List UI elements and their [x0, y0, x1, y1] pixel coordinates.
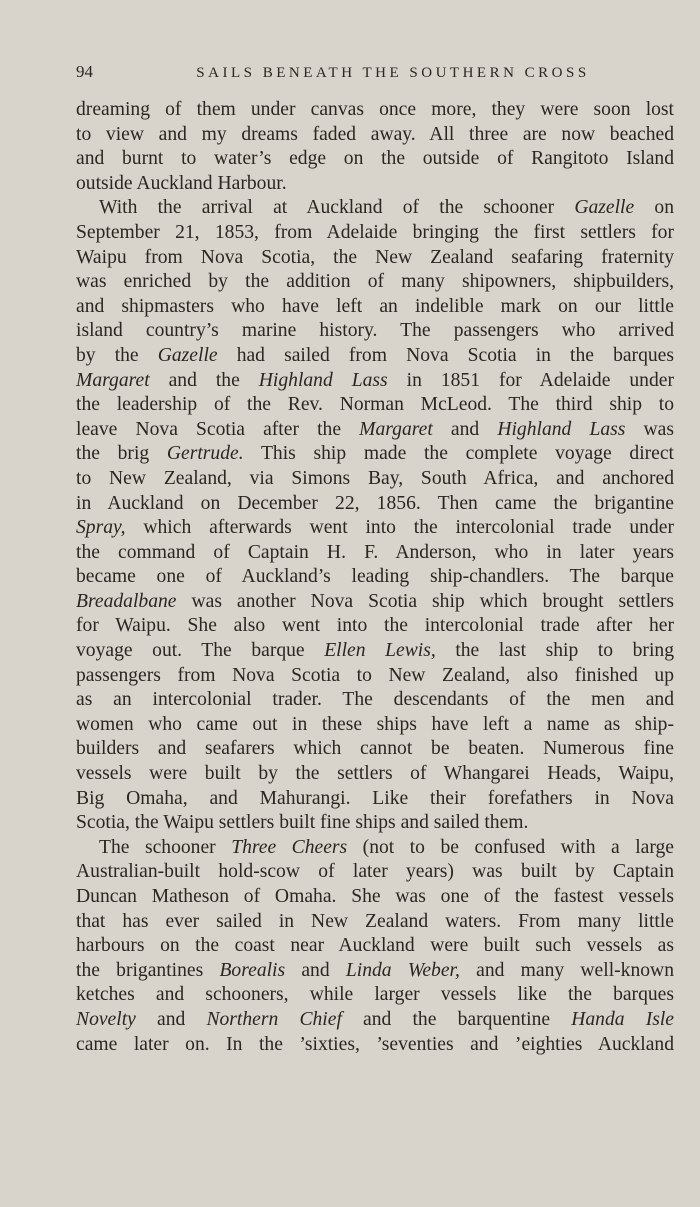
- text-run: builders and seafarers which cannot be beaten. Numerous fine: [76, 738, 674, 760]
- text-line: [76, 688, 674, 713]
- text-run: that has ever sailed in New Zealand waters. From many little: [76, 910, 674, 932]
- text-run: Australian-built hold-scow of later years) was built by Captain: [76, 861, 674, 883]
- text-run: (not to be confused with a large: [347, 836, 674, 858]
- text-line: [76, 983, 674, 1008]
- text-line: [76, 270, 674, 295]
- text-run: and shipmasters who have left an indelible mark on our little: [76, 295, 674, 317]
- text-line: [76, 713, 674, 738]
- text-run: Big Omaha, and Mahurangi. Like their forefathers in Nova: [76, 787, 674, 809]
- text-line: [76, 910, 674, 935]
- page-number: 94: [76, 62, 93, 81]
- italic-ship-name: Highland Lass: [497, 418, 626, 440]
- text-run: as an intercolonial trader. The descendants of the men and: [76, 689, 674, 711]
- text-line: [76, 762, 674, 787]
- text-run: and: [432, 418, 498, 440]
- text-run: women who came out in these ships have left a name as ship-: [76, 713, 674, 735]
- text-run: in Auckland on December 22, 1856. Then came the brigantine: [76, 492, 674, 514]
- text-run: and: [285, 959, 346, 981]
- text-line: [76, 246, 674, 271]
- text-line: [76, 467, 674, 492]
- italic-ship-name: Northern Chief: [206, 1008, 342, 1030]
- text-run: Scotia, the Waipu settlers built fine ships and sailed them.: [76, 812, 529, 834]
- text-line: [76, 959, 674, 984]
- text-run: Duncan Matheson of Omaha. She was one of the fastest vessels: [76, 886, 674, 907]
- text-run: to New Zealand, via Simons Bay, South Africa, and anchored: [76, 467, 674, 489]
- italic-ship-name: Linda Weber,: [345, 959, 460, 981]
- text-run: the brig: [76, 443, 167, 465]
- text-run: dreaming of them under canvas once more, they were soon lost: [76, 99, 674, 120]
- text-line: [76, 98, 674, 123]
- text-run: came later on. In the ’sixties, ’seventies and ’eighties Auckland: [76, 1033, 674, 1055]
- text-run: With the arrival at Auckland of the schooner: [99, 197, 575, 219]
- text-line: [76, 541, 674, 566]
- text-line: [76, 565, 674, 590]
- running-header: [76, 62, 648, 82]
- text-line: [76, 934, 674, 959]
- text-line: [76, 787, 674, 812]
- text-run: was another Nova Scotia ship which brought settlers: [176, 590, 674, 612]
- text-run: to view and my dreams faded away. All three are now beached: [76, 123, 674, 145]
- text-line: [76, 885, 674, 910]
- text-line: [76, 369, 674, 394]
- text-run: voyage out. The barque: [76, 640, 325, 662]
- text-run: had sailed from Nova Scotia in the barques: [217, 344, 675, 366]
- text-run: and the barquentine: [341, 1008, 572, 1030]
- text-line: [76, 1033, 674, 1058]
- text-run: was enriched by the addition of many shipowners, shipbuilders,: [76, 271, 674, 293]
- running-title: SAILS BENEATH THE SOUTHERN CROSS: [196, 65, 590, 81]
- text-run: on: [634, 197, 674, 219]
- text-line: [76, 614, 674, 639]
- italic-ship-name: Borealis: [219, 959, 286, 981]
- text-line: [76, 836, 674, 861]
- italic-ship-name: Three Cheers: [231, 836, 348, 858]
- text-line: [76, 737, 674, 762]
- text-line: [76, 123, 674, 148]
- italic-ship-name: Handa Isle: [571, 1008, 674, 1030]
- text-run: island country’s marine history. The passengers who arrived: [76, 320, 674, 342]
- text-line: [76, 590, 674, 615]
- text-line: [76, 860, 674, 885]
- text-line: [76, 418, 674, 443]
- text-run: and burnt to water’s edge on the outside of Rangitoto Island: [76, 148, 674, 170]
- italic-ship-name: Margaret: [76, 369, 150, 391]
- text-run: and: [135, 1008, 207, 1030]
- text-line: [76, 393, 674, 418]
- text-line: [76, 295, 674, 320]
- italic-ship-name: Novelty: [76, 1008, 136, 1030]
- text-line: [76, 196, 674, 221]
- text-run: vessels were built by the settlers of Whangarei Heads, Waipu,: [76, 763, 674, 785]
- italic-ship-name: Ellen Lewis,: [324, 640, 436, 662]
- text-line: [76, 344, 674, 369]
- text-line: [76, 319, 674, 344]
- text-run: the brigantines: [76, 959, 220, 981]
- text-run: for Waipu. She also went into the intercolonial trade after her: [76, 615, 674, 637]
- text-run: This ship made the complete voyage direct: [243, 443, 674, 465]
- text-line: [76, 172, 674, 197]
- text-run: the last ship to bring: [435, 640, 674, 662]
- text-run: September 21, 1853, from Adelaide bringing the first settlers for: [76, 221, 674, 243]
- italic-ship-name: Highland Lass: [258, 369, 388, 391]
- italic-ship-name: Gazelle: [157, 344, 218, 366]
- text-run: ketches and schooners, while larger vessels like the barques: [76, 984, 674, 1006]
- text-run: Waipu from Nova Scotia, the New Zealand seafaring fraternity: [76, 246, 674, 268]
- text-run: and many well-known: [459, 959, 674, 981]
- text-run: harbours on the coast near Auckland were built such vessels as: [76, 935, 674, 957]
- italic-ship-name: Margaret: [359, 418, 433, 440]
- text-run: the command of Captain H. F. Anderson, who in later years: [76, 541, 674, 563]
- text-line: [76, 664, 674, 689]
- text-run: The schooner: [99, 836, 232, 858]
- text-line: [76, 639, 674, 664]
- text-line: [76, 1008, 674, 1033]
- body-text: [76, 98, 674, 1057]
- text-run: was: [625, 418, 675, 440]
- text-line: [76, 442, 674, 467]
- text-run: which afterwards went into the intercolonial trade under: [125, 517, 674, 539]
- text-line: [76, 221, 674, 246]
- text-line: [76, 492, 674, 517]
- text-run: outside Auckland Harbour.: [76, 172, 287, 194]
- italic-ship-name: Spray,: [76, 517, 126, 539]
- italic-ship-name: Gazelle: [574, 197, 635, 219]
- italic-ship-name: Breadalbane: [76, 590, 177, 612]
- text-line: [76, 516, 674, 541]
- text-line: [76, 147, 674, 172]
- italic-ship-name: Gertrude.: [166, 443, 244, 465]
- text-run: the leadership of the Rev. Norman McLeod. The third ship to: [76, 394, 674, 416]
- text-line: [76, 811, 674, 836]
- text-run: leave Nova Scotia after the: [76, 418, 360, 440]
- text-run: in 1851 for Adelaide under: [387, 369, 674, 391]
- text-run: and the: [149, 369, 259, 391]
- text-run: became one of Auckland’s leading ship-chandlers. The barque: [76, 566, 674, 588]
- text-run: passengers from Nova Scotia to New Zealand, also finished up: [76, 664, 674, 686]
- text-run: by the: [76, 344, 158, 366]
